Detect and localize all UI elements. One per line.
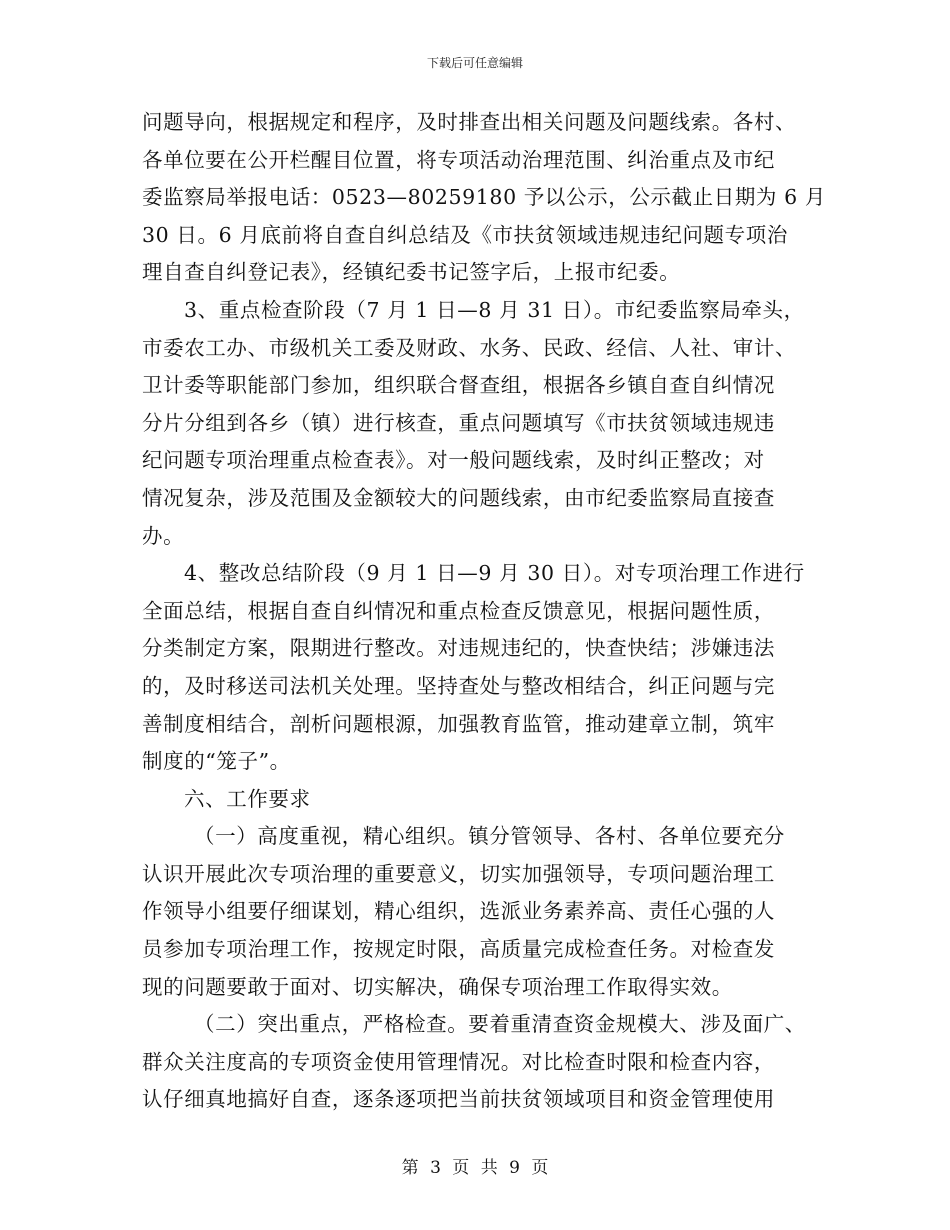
text-line: 员参加专项治理工作，按规定时限，高质量完成检查任务。对检查发 [142, 937, 775, 962]
page-header: 下载后可任意编辑 [426, 56, 523, 70]
text-line: 认仔细真地搞好自查，逐条逐项把当前扶贫领域项目和资金管理使用 [142, 1087, 775, 1112]
text-line: （二）突出重点，严格检查。要着重清查资金规模大、涉及面广、 [194, 1012, 806, 1037]
text-line: 作领导小组要仔细谋划，精心组织，选派业务素养高、责任心强的人 [142, 899, 775, 924]
text-line: 分片分组到各乡（镇）进行核查，重点问题填写《市扶贫领域违规违 [142, 410, 775, 435]
text-line: 各单位要在公开栏醒目位置，将专项活动治理范围、纠治重点及市纪 [142, 147, 775, 172]
section-heading: 六、工作要求 [184, 786, 311, 811]
text-line: 4、整改总结阶段（9 月 1 日—9 月 30 日）。对专项治理工作进行 [184, 561, 805, 586]
text-line: 问题导向，根据规定和程序，及时排查出相关问题及问题线索。各村、 [142, 110, 797, 134]
text-line: 纪问题专项治理重点检查表》。对一般问题线索，及时纠正整改；对 [142, 448, 765, 473]
text-line: 情况复杂，涉及范围及金额较大的问题线索，由市纪委监察局直接查 [142, 485, 775, 510]
page-footer: 第 3 页 共 9 页 [401, 1158, 549, 1178]
text-line: 制度的“笼子”。 [142, 749, 291, 774]
text-line: 30 日。6 月底前将自查自纠总结及《市扶贫领域违规违纪问题专项治 [142, 222, 788, 247]
text-line: 善制度相结合，剖析问题根源，加强教育监管，推动建章立制，筑牢 [142, 711, 775, 736]
document-body [142, 104, 827, 1119]
text-line: 卫计委等职能部门参加，组织联合督查组，根据各乡镇自查自纠情况 [142, 373, 775, 398]
text-line: 市委农工办、市级机关工委及财政、水务、民政、经信、人社、审计、 [142, 335, 797, 360]
text-line: 群众关注度高的专项资金使用管理情况。对比检查时限和检查内容， [142, 1049, 775, 1074]
text-line: 分类制定方案，限期进行整改。对违规违纪的，快查快结；涉嫌违法 [142, 636, 775, 661]
text-line: 办。 [142, 523, 185, 548]
text-line: 理自查自纠登记表》，经镇纪委书记签字后，上报市纪委。 [142, 260, 681, 285]
text-line: （一）高度重视，精心组织。镇分管领导、各村、各单位要充分 [194, 824, 785, 849]
text-line: 的，及时移送司法机关处理。坚持查处与整改相结合，纠正问题与完 [142, 673, 775, 698]
text-line: 全面总结，根据自查自纠情况和重点检查反馈意见，根据问题性质， [142, 598, 775, 623]
text-line: 认识开展此次专项治理的重要意义，切实加强领导，专项问题治理工 [142, 861, 775, 886]
text-line: 现的问题要敢于面对、切实解决，确保专项治理工作取得实效。 [142, 974, 733, 999]
text-line: 委监察局举报电话：0523—80259180 予以公示，公示截止日期为 6 月 [142, 185, 827, 210]
text-line: 3、重点检查阶段（7 月 1 日—8 月 31 日）。市纪委监察局牵头， [184, 297, 805, 322]
